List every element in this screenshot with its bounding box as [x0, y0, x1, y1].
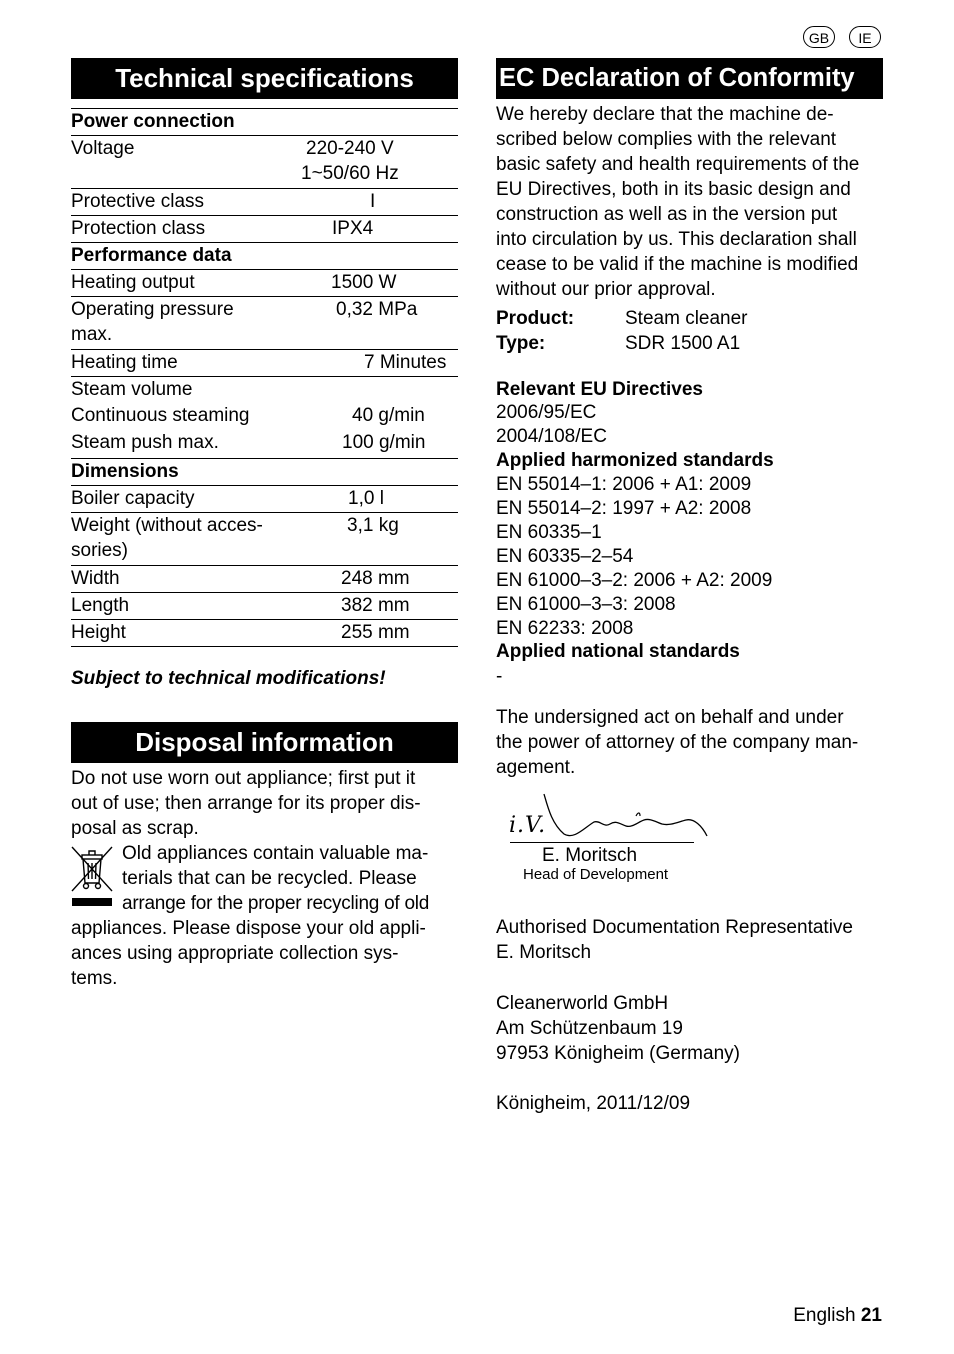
tech-spec-header	[71, 58, 458, 99]
spec-label: Length	[71, 595, 130, 616]
directives-heading: Relevant EU Directives	[496, 379, 703, 400]
spec-row	[71, 403, 458, 429]
disposal-header	[71, 722, 458, 763]
spec-row	[71, 216, 458, 243]
country-badge-ie: IE	[849, 26, 881, 48]
company-address: Cleanerworld GmbH Am Schützenbaum 19 97953 Königheim (Germany)	[496, 993, 740, 1064]
spec-value: 7 Minutes	[364, 352, 447, 373]
ec-intro: We hereby declare that the machine de- scribed below complies with the relevant basic safety and health requirements of the EU Directives, both in its basic design and construction as well as in the version put into circulation by us. This declaration shall cease to be valid if the machine is modified without our prior approval.	[496, 104, 860, 300]
country-badge-gb: GB	[803, 26, 835, 48]
spec-value: 3,1 kg	[347, 515, 399, 536]
type-value: SDR 1500 A1	[625, 333, 741, 354]
spec-label: Weight (without acces- sories)	[71, 515, 263, 561]
ec-title: EC Declaration of Conformity	[499, 64, 855, 92]
spec-label: Height	[71, 622, 126, 643]
disposal-para-2-line-3: arrange for the proper recycling of old	[122, 893, 430, 914]
type-label: Type:	[496, 333, 546, 354]
spec-label: Heating time	[71, 352, 178, 373]
spec-label: Steam push max.	[71, 432, 219, 453]
spec-row	[71, 620, 458, 647]
spec-row	[71, 270, 458, 297]
spec-row	[71, 430, 458, 459]
spec-row	[71, 109, 458, 136]
directives-list: 2006/95/EC 2004/108/EC	[496, 402, 607, 447]
disposal-para-1: Do not use worn out appliance; first put it out of use; then arrange for its proper dis- posal as scrap.	[71, 768, 421, 839]
spec-label: Width	[71, 568, 120, 589]
national-heading: Applied national standards	[496, 641, 740, 662]
tech-note: Subject to technical modifications!	[71, 668, 386, 689]
spec-value: 40 g/min	[352, 405, 425, 426]
spec-value: 1,0 l	[348, 488, 384, 509]
footer-language: English	[793, 1305, 856, 1326]
representative-text: Authorised Documentation Representative E. Moritsch	[496, 917, 853, 963]
signer-name: E. Moritsch	[542, 845, 638, 866]
spec-label: Dimensions	[71, 461, 179, 482]
disposal-para-2-line-2: terials that can be recycled. Please	[122, 868, 417, 889]
national-value: -	[496, 666, 503, 687]
product-label: Product:	[496, 308, 575, 329]
spec-row	[71, 593, 458, 620]
spec-value: 220-240 V 1~50/60 Hz	[301, 138, 399, 184]
disposal-para-2-rest: appliances. Please dispose your old appli- ances using appropriate collection sys- tems.	[71, 918, 426, 989]
spec-value: 248 mm	[341, 568, 410, 589]
spec-value: 255 mm	[341, 622, 410, 643]
spec-row	[71, 513, 458, 566]
ec-header	[496, 58, 883, 99]
spec-value: 1500 W	[331, 272, 397, 293]
spec-row	[71, 566, 458, 593]
page-footer	[793, 1303, 882, 1328]
disposal-title: Disposal information	[135, 727, 394, 757]
spec-row	[71, 189, 458, 216]
signer-title: Head of Development	[523, 866, 669, 883]
spec-label: Protection class	[71, 218, 206, 239]
spec-table	[71, 108, 458, 647]
spec-label: Continuous steaming	[71, 405, 250, 426]
spec-value: 382 mm	[341, 595, 410, 616]
undersigned-text: The undersigned act on behalf and under the power of attorney of the company man- agement.	[496, 707, 859, 778]
spec-label: Protective class	[71, 191, 205, 212]
spec-row	[71, 377, 458, 402]
page-number: 21	[860, 1305, 882, 1326]
crossed-bin-icon	[70, 845, 114, 911]
spec-value: I	[370, 191, 376, 212]
spec-row	[71, 243, 458, 270]
spec-label: Voltage	[71, 138, 135, 159]
harmonized-heading: Applied harmonized standards	[496, 450, 774, 471]
spec-label: Operating pressure max.	[71, 299, 234, 345]
signature-prefix: i.V.	[509, 813, 547, 838]
spec-row	[71, 297, 458, 350]
spec-label: Performance data	[71, 245, 232, 266]
spec-row	[71, 136, 458, 189]
spec-label: Heating output	[71, 272, 195, 293]
disposal-para-2-line-1: Old appliances contain valuable ma-	[122, 843, 429, 864]
spec-value: 100 g/min	[342, 432, 426, 453]
signature-icon	[540, 790, 710, 840]
harmonized-list: EN 55014–1: 2006 + A1: 2009 EN 55014–2: 1997 + A2: 2008 EN 60335–1 EN 60335–2–54 EN 61000–3–2: 2006 + A2: 2009 EN 61000–3–3: 2008 EN 62233: 2008	[496, 474, 773, 639]
spec-label: Steam volume	[71, 379, 193, 400]
spec-row	[71, 486, 458, 513]
product-value: Steam cleaner	[625, 308, 748, 329]
spec-label: Boiler capacity	[71, 488, 195, 509]
spec-row	[71, 459, 458, 486]
place-date: Königheim, 2011/12/09	[496, 1093, 691, 1114]
spec-label: Power connection	[71, 111, 235, 132]
spec-value: 0,32 MPa	[336, 299, 418, 320]
spec-value: IPX4	[332, 218, 374, 239]
spec-row	[71, 350, 458, 377]
tech-spec-title: Technical specifications	[115, 63, 414, 93]
